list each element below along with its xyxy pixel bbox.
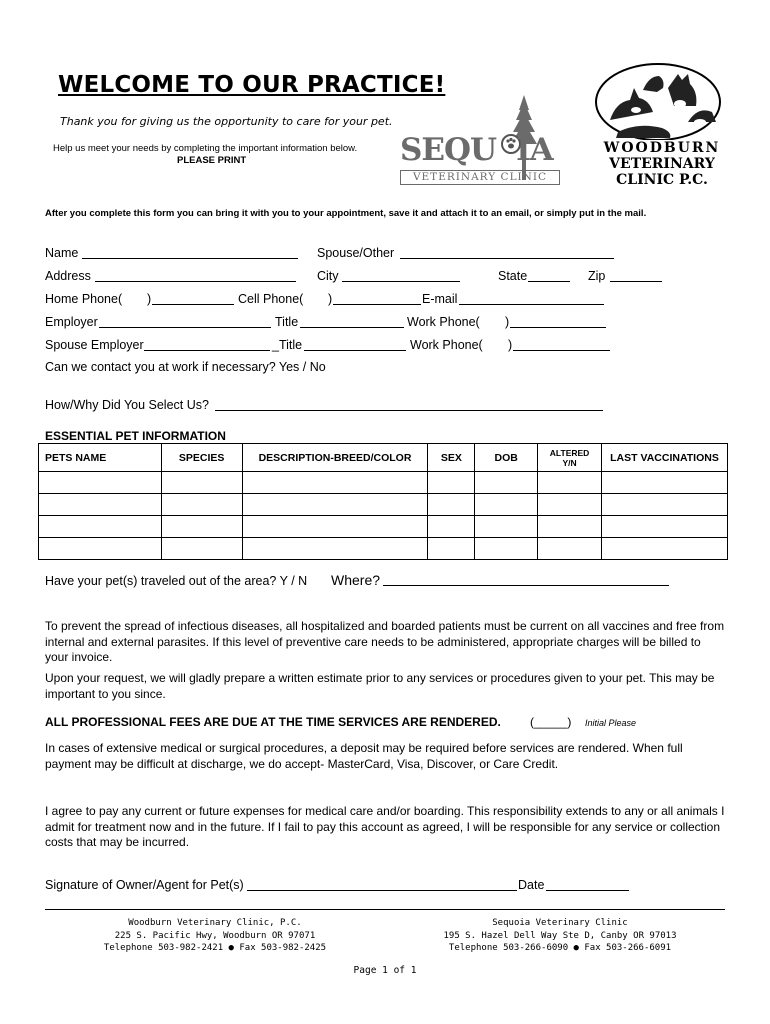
help-text: Help us meet your needs by completing the important information below.	[53, 143, 358, 154]
altered-cell[interactable]	[538, 516, 602, 538]
sequoia-subtitle: VETERINARY CLINIC	[412, 171, 548, 183]
footer-woodburn-name: Woodburn Veterinary Clinic, P.C.	[128, 918, 302, 928]
sex-cell[interactable]	[428, 538, 475, 560]
sequoia-wordmark-start: SEQU	[400, 132, 497, 168]
fees-due-text: ALL PROFESSIONAL FEES ARE DUE AT THE TIME SERVICES ARE RENDERED.	[45, 715, 501, 729]
estimate-policy-text: Upon your request, we will gladly prepare a written estimate prior to any services or procedures given to your pet. This may be important to you since.	[45, 671, 715, 701]
footer-sequoia	[440, 917, 680, 955]
pet-name-cell[interactable]	[39, 538, 162, 560]
state-input[interactable]	[528, 270, 570, 282]
sex-cell[interactable]	[428, 472, 475, 494]
description-cell[interactable]	[242, 494, 428, 516]
travel-question[interactable]: Have your pet(s) traveled out of the area? Y / N	[45, 574, 308, 588]
spouse-work-phone-label: Work Phone(	[410, 338, 483, 352]
employer-title-input[interactable]	[300, 316, 404, 328]
please-print-text: PLEASE PRINT	[177, 155, 247, 166]
footer-sequoia-name: Sequoia Veterinary Clinic	[492, 918, 628, 928]
species-cell[interactable]	[161, 538, 242, 560]
spouse-work-phone-close-paren: )	[508, 338, 513, 352]
how-why-input[interactable]	[215, 399, 603, 411]
home-phone-close-paren: )	[147, 292, 152, 306]
woodburn-name-line-1: WOODBURN	[603, 140, 721, 156]
col-pets-name: PETS NAME	[39, 444, 162, 472]
spouse-title-label: _Title	[272, 338, 303, 352]
altered-cell[interactable]	[538, 494, 602, 516]
sequoia-wordmark-end: IA	[516, 132, 553, 168]
description-cell[interactable]	[242, 538, 428, 560]
date-input[interactable]	[546, 879, 629, 891]
col-altered-yn: Y/N	[562, 457, 577, 468]
payment-agreement-text: I agree to pay any current or future expenses for medical care and/or boarding. This responsibility extends to any or all animals I admit for treatment now and in the future. If I fail to pay this account as agreed, I will be responsible for any service or collection costs that may be incurred.	[45, 804, 725, 849]
pet-name-cell[interactable]	[39, 516, 162, 538]
sex-cell[interactable]	[428, 516, 475, 538]
pet-info-heading: ESSENTIAL PET INFORMATION	[45, 429, 226, 443]
footer-divider	[45, 909, 725, 910]
dob-cell[interactable]	[475, 516, 538, 538]
table-row	[39, 538, 728, 560]
spouse-label: Spouse/Other	[317, 246, 395, 260]
spouse-employer-label: Spouse Employer	[45, 338, 144, 352]
footer-sequoia-address: 195 S. Hazel Dell Way Ste D, Canby OR 97013	[443, 930, 677, 941]
table-row	[39, 494, 728, 516]
initial-input[interactable]: (_____)	[530, 715, 572, 729]
col-sex: SEX	[428, 444, 475, 472]
dob-cell[interactable]	[475, 538, 538, 560]
woodburn-logo	[588, 60, 728, 190]
footer-woodburn-phone: Telephone 503-982-2421 ● Fax 503-982-2425	[103, 943, 327, 953]
deposit-policy-text: In cases of extensive medical or surgical procedures, a deposit may be required before services are rendered. When full payment may be difficult at discharge, we do accept- MasterCard, Visa, Discover, or Care Credit.	[45, 741, 683, 771]
work-phone-label: Work Phone(	[407, 315, 480, 329]
sequoia-wordmark	[400, 132, 553, 168]
spouse-title-input[interactable]	[304, 339, 406, 351]
col-altered	[538, 444, 602, 472]
date-label: Date	[518, 878, 545, 892]
description-cell[interactable]	[242, 516, 428, 538]
vaccinations-cell[interactable]	[602, 472, 728, 494]
zip-label: Zip	[588, 269, 606, 283]
footer-woodburn	[95, 917, 335, 955]
col-last-vaccinations: LAST VACCINATIONS	[602, 444, 728, 472]
city-input[interactable]	[342, 270, 460, 282]
woodburn-name-line-2: VETERINARY	[609, 156, 715, 172]
cell-phone-input[interactable]	[333, 293, 421, 305]
species-cell[interactable]	[161, 472, 242, 494]
submission-instructions: After you complete this form you can bring it with you to your appointment, save it and attach it to an email, or simply put in the mail.	[45, 208, 647, 219]
pet-name-cell[interactable]	[39, 472, 162, 494]
city-label: City	[317, 269, 339, 283]
signature-label: Signature of Owner/Agent for Pet(s)	[45, 878, 244, 892]
altered-cell[interactable]	[538, 538, 602, 560]
where-label: Where?	[331, 572, 381, 588]
employer-input[interactable]	[99, 316, 271, 328]
footer-woodburn-address: 225 S. Pacific Hwy, Woodburn OR 97071	[114, 930, 316, 941]
state-label: State	[498, 269, 528, 283]
work-phone-close-paren: )	[505, 315, 510, 329]
altered-cell[interactable]	[538, 472, 602, 494]
table-row	[39, 472, 728, 494]
vaccinations-cell[interactable]	[602, 538, 728, 560]
vaccination-policy-text: To prevent the spread of infectious diseases, all hospitalized and boarded patients must be current on all vaccines and free from internal and external parasites. If this level of preventive care needs to be administered, appropriate charges will be billed to your invoice.	[45, 619, 725, 664]
species-cell[interactable]	[161, 516, 242, 538]
email-label: E-mail	[422, 292, 458, 306]
home-phone-label: Home Phone(	[45, 292, 123, 306]
pet-table-header-row	[39, 444, 728, 472]
how-why-label: How/Why Did You Select Us?	[45, 398, 209, 412]
sex-cell[interactable]	[428, 494, 475, 516]
page-number: Page 1 of 1	[353, 965, 417, 976]
animals-illustration-icon	[588, 60, 728, 140]
employer-title-label: Title	[275, 315, 299, 329]
vaccinations-cell[interactable]	[602, 516, 728, 538]
cell-phone-close-paren: )	[328, 292, 333, 306]
dob-cell[interactable]	[475, 494, 538, 516]
page-title: WELCOME TO OUR PRACTICE!	[58, 72, 446, 98]
pet-name-cell[interactable]	[39, 494, 162, 516]
col-altered-label: ALTERED	[549, 447, 590, 458]
col-species: SPECIES	[161, 444, 242, 472]
work-phone-input[interactable]	[510, 316, 606, 328]
email-input[interactable]	[459, 293, 604, 305]
col-description: DESCRIPTION-BREED/COLOR	[242, 444, 428, 472]
name-input[interactable]	[82, 247, 298, 259]
spouse-input[interactable]	[400, 247, 614, 259]
table-row	[39, 516, 728, 538]
cell-phone-label: Cell Phone(	[238, 292, 304, 306]
spouse-employer-input[interactable]	[144, 339, 270, 351]
spouse-work-phone-input[interactable]	[513, 339, 610, 351]
woodburn-name-line-3: CLINIC P.C.	[616, 172, 708, 188]
where-input[interactable]	[383, 574, 669, 586]
address-label: Address	[45, 269, 91, 283]
col-dob: DOB	[475, 444, 538, 472]
pet-info-table	[38, 443, 728, 560]
contact-at-work-question[interactable]: Can we contact you at work if necessary? Yes / No	[45, 360, 326, 374]
home-phone-input[interactable]	[152, 293, 234, 305]
sequoia-logo	[398, 92, 563, 187]
vaccinations-cell[interactable]	[602, 494, 728, 516]
zip-input[interactable]	[610, 270, 662, 282]
name-label: Name	[45, 246, 79, 260]
signature-input[interactable]	[247, 879, 517, 891]
description-cell[interactable]	[242, 472, 428, 494]
dob-cell[interactable]	[475, 472, 538, 494]
employer-label: Employer	[45, 315, 98, 329]
thank-you-text: Thank you for giving us the opportunity to care for your pet.	[60, 115, 393, 128]
species-cell[interactable]	[161, 494, 242, 516]
address-input[interactable]	[95, 270, 296, 282]
initial-please-text: Initial Please	[585, 718, 637, 728]
footer-sequoia-phone: Telephone 503-266-6090 ● Fax 503-266-6091	[448, 943, 672, 953]
sequoia-subtitle-box	[400, 170, 560, 185]
